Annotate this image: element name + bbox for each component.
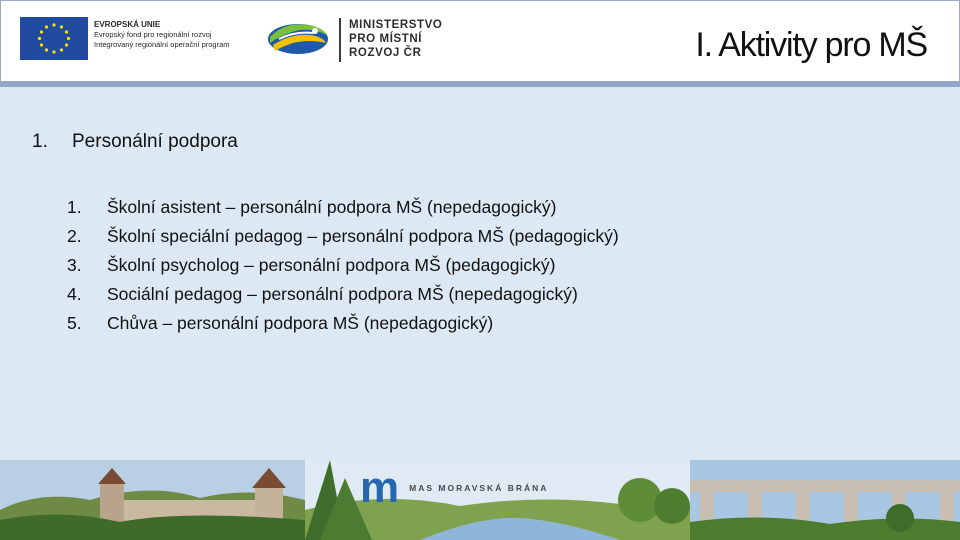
section-heading [32, 131, 238, 153]
ministry-divider [339, 18, 341, 62]
slide-content [0, 87, 960, 460]
section-number: 1. [32, 131, 48, 152]
mas-logo-mark: m [360, 463, 396, 512]
list-item-text: Školní speciální pedagog – personální podpora MŠ (pedagogický) [107, 226, 619, 246]
list-item [67, 309, 619, 338]
eu-fund-line: Evropský fond pro regionální rozvoj [94, 30, 212, 39]
eu-title: EVROPSKÁ UNIE [94, 20, 161, 29]
activity-list [67, 193, 619, 338]
ministry-logo-text [349, 18, 442, 60]
list-item-number: 4. [67, 284, 82, 304]
list-item-text: Sociální pedagog – personální podpora MŠ (nepedagogický) [107, 284, 578, 304]
slide-title: I. Aktivity pro MŠ [695, 26, 927, 64]
slide-header [0, 0, 960, 82]
list-item [67, 222, 619, 251]
ministry-line-3: ROZVOJ ČR [349, 47, 422, 59]
list-item-number: 2. [67, 226, 82, 246]
list-item-number: 1. [67, 197, 82, 217]
eu-program-line: Integrovaný regionální operační program [94, 40, 230, 49]
mas-logo [360, 463, 549, 512]
list-item-number: 5. [67, 313, 82, 333]
list-item-text: Školní asistent – personální podpora MŠ (nepedagogický) [107, 197, 557, 217]
eu-logo-text [94, 20, 230, 50]
list-item-number: 3. [67, 255, 82, 275]
mas-logo-text: MAS MORAVSKÁ BRÁNA [409, 483, 549, 493]
list-item [67, 280, 619, 309]
ministry-logo-icon [265, 17, 331, 59]
section-title: Personální podpora [72, 131, 238, 152]
list-item-text: Školní psycholog – personální podpora MŠ (pedagogický) [107, 255, 556, 275]
eu-flag-icon [20, 17, 88, 60]
list-item-text: Chůva – personální podpora MŠ (nepedagogický) [107, 313, 494, 333]
list-item [67, 251, 619, 280]
ministry-line-1: MINISTERSTVO [349, 19, 443, 31]
ministry-line-2: PRO MÍSTNÍ [349, 33, 423, 45]
list-item [67, 193, 619, 222]
